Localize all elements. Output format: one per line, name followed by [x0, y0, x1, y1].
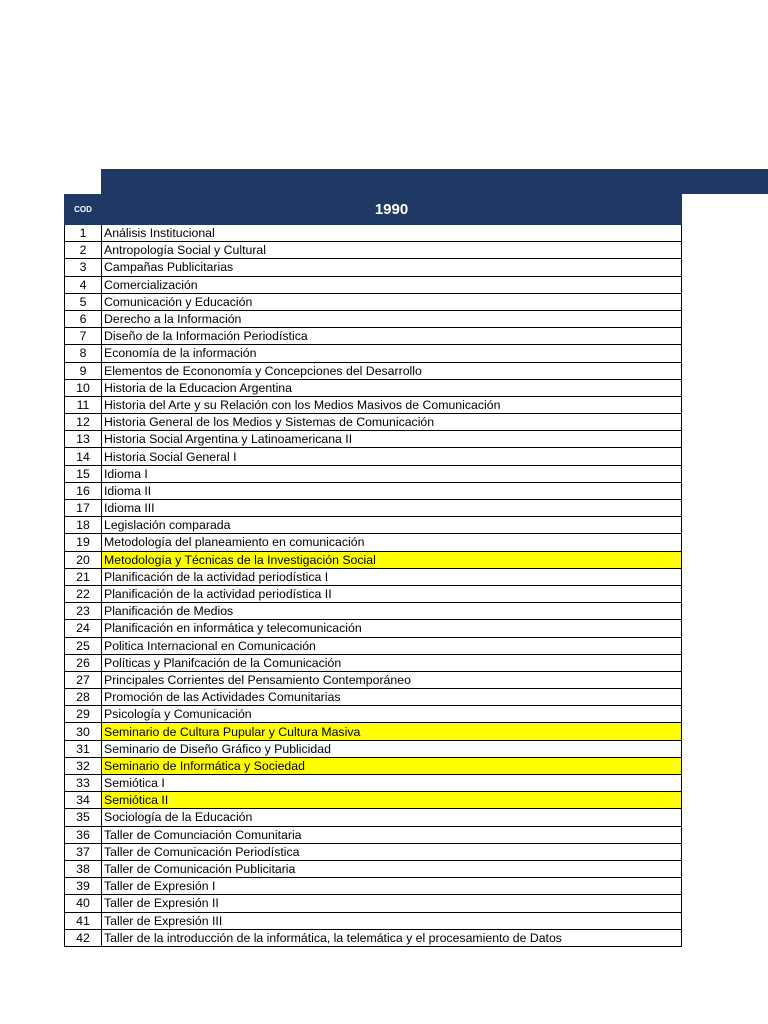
table-row[interactable]: [65, 603, 682, 620]
cod-cell[interactable]: 9: [65, 362, 102, 379]
subject-name-cell[interactable]: Legislación comparada: [102, 517, 682, 534]
cod-cell[interactable]: 16: [65, 482, 102, 499]
header-band: [101, 169, 768, 194]
table-row[interactable]: [65, 878, 682, 895]
table-row[interactable]: [65, 517, 682, 534]
table-row[interactable]: [65, 482, 682, 499]
year-column-header[interactable]: 1990: [102, 195, 682, 225]
cod-column-header[interactable]: COD: [65, 195, 102, 225]
subject-name-cell[interactable]: Planificación de la actividad periodística II: [102, 585, 682, 602]
subject-name-cell[interactable]: Psicología y Comunicación: [102, 706, 682, 723]
cod-cell[interactable]: 23: [65, 603, 102, 620]
cod-cell[interactable]: 6: [65, 310, 102, 327]
subject-name-cell[interactable]: Historia Social General I: [102, 448, 682, 465]
cod-cell[interactable]: 30: [65, 723, 102, 740]
cod-cell[interactable]: 11: [65, 396, 102, 413]
cod-cell[interactable]: 34: [65, 792, 102, 809]
subject-name-cell[interactable]: Seminario de Informática y Sociedad: [102, 757, 682, 774]
cod-cell[interactable]: 18: [65, 517, 102, 534]
table-row[interactable]: [65, 534, 682, 551]
subject-name-cell[interactable]: Antropología Social y Cultural: [102, 242, 682, 259]
table-row[interactable]: [65, 276, 682, 293]
table-row[interactable]: [65, 585, 682, 602]
table-row[interactable]: [65, 293, 682, 310]
subject-name-cell[interactable]: Economía de la información: [102, 345, 682, 362]
subject-name-cell[interactable]: Análisis Institucional: [102, 225, 682, 242]
table-body: [65, 225, 682, 947]
cod-cell[interactable]: 31: [65, 740, 102, 757]
table-row[interactable]: [65, 706, 682, 723]
subject-name-cell[interactable]: Sociología de la Educación: [102, 809, 682, 826]
table-row[interactable]: [65, 431, 682, 448]
table-row[interactable]: [65, 448, 682, 465]
cod-cell[interactable]: 24: [65, 620, 102, 637]
subject-name-cell[interactable]: Planificación de Medios: [102, 603, 682, 620]
cod-cell[interactable]: 40: [65, 895, 102, 912]
cod-cell[interactable]: 12: [65, 414, 102, 431]
cod-cell[interactable]: 33: [65, 775, 102, 792]
cod-cell[interactable]: 28: [65, 689, 102, 706]
table-row[interactable]: [65, 723, 682, 740]
table-row[interactable]: [65, 689, 682, 706]
subject-name-cell[interactable]: Políticas y Planifcación de la Comunicación: [102, 654, 682, 671]
subject-name-cell[interactable]: Idioma III: [102, 500, 682, 517]
table-row[interactable]: [65, 328, 682, 345]
table-row[interactable]: [65, 740, 682, 757]
table-row[interactable]: [65, 379, 682, 396]
cod-cell[interactable]: 25: [65, 637, 102, 654]
subject-name-cell[interactable]: Taller de la introducción de la informática, la telemática y el procesamiento de Datos: [102, 929, 682, 946]
cod-cell[interactable]: 14: [65, 448, 102, 465]
subject-name-cell[interactable]: Historia del Arte y su Relación con los Medios Masivos de Comunicación: [102, 396, 682, 413]
subject-name-cell[interactable]: Idioma I: [102, 465, 682, 482]
subject-name-cell[interactable]: Comercialización: [102, 276, 682, 293]
table-row[interactable]: [65, 654, 682, 671]
subject-name-cell[interactable]: Comunicación y Educación: [102, 293, 682, 310]
cod-cell[interactable]: 22: [65, 585, 102, 602]
cod-cell[interactable]: 37: [65, 843, 102, 860]
table-row[interactable]: [65, 225, 682, 242]
cod-cell[interactable]: 20: [65, 551, 102, 568]
subject-name-cell[interactable]: Campañas Publicitarias: [102, 259, 682, 276]
table-row[interactable]: [65, 929, 682, 946]
subject-name-cell[interactable]: Historia de la Educacion Argentina: [102, 379, 682, 396]
cod-cell[interactable]: 3: [65, 259, 102, 276]
table-row[interactable]: [65, 465, 682, 482]
table-row[interactable]: [65, 671, 682, 688]
subject-name-cell[interactable]: Planificación en informática y telecomunicación: [102, 620, 682, 637]
subject-name-cell[interactable]: Semiótica I: [102, 775, 682, 792]
cod-cell[interactable]: 38: [65, 860, 102, 877]
subject-name-cell[interactable]: Taller de Comunicación Periodística: [102, 843, 682, 860]
table-row[interactable]: [65, 775, 682, 792]
cod-cell[interactable]: 17: [65, 500, 102, 517]
subject-name-cell[interactable]: Diseño de la Información Periodística: [102, 328, 682, 345]
table-row[interactable]: [65, 809, 682, 826]
cod-cell[interactable]: 32: [65, 757, 102, 774]
cod-cell[interactable]: 8: [65, 345, 102, 362]
table-row[interactable]: [65, 551, 682, 568]
subject-name-cell[interactable]: Elementos de Econonomía y Concepciones del Desarrollo: [102, 362, 682, 379]
table-row[interactable]: [65, 826, 682, 843]
cod-cell[interactable]: 7: [65, 328, 102, 345]
table-row[interactable]: [65, 568, 682, 585]
cod-cell[interactable]: 5: [65, 293, 102, 310]
table-header-row: [65, 195, 682, 225]
subject-name-cell[interactable]: Idioma II: [102, 482, 682, 499]
table-row[interactable]: [65, 414, 682, 431]
cod-cell[interactable]: 19: [65, 534, 102, 551]
table-row[interactable]: [65, 310, 682, 327]
table-row[interactable]: [65, 620, 682, 637]
subject-name-cell[interactable]: Taller de Comunicación Publicitaria: [102, 860, 682, 877]
subject-name-cell[interactable]: Seminario de Cultura Pupular y Cultura Masiva: [102, 723, 682, 740]
cod-cell[interactable]: 21: [65, 568, 102, 585]
subject-name-cell[interactable]: Planificación de la actividad periodística I: [102, 568, 682, 585]
table-row[interactable]: [65, 242, 682, 259]
table-row[interactable]: [65, 345, 682, 362]
table-row[interactable]: [65, 757, 682, 774]
subject-name-cell[interactable]: Taller de Expresión I: [102, 878, 682, 895]
subject-name-cell[interactable]: Seminario de Diseño Gráfico y Publicidad: [102, 740, 682, 757]
subject-name-cell[interactable]: Promoción de las Actividades Comunitarias: [102, 689, 682, 706]
cod-cell[interactable]: 42: [65, 929, 102, 946]
subject-name-cell[interactable]: Historia Social Argentina y Latinoamericana II: [102, 431, 682, 448]
subject-name-cell[interactable]: Taller de Comunciación Comunitaria: [102, 826, 682, 843]
cod-cell[interactable]: 15: [65, 465, 102, 482]
cod-cell[interactable]: 35: [65, 809, 102, 826]
cod-cell[interactable]: 13: [65, 431, 102, 448]
subject-name-cell[interactable]: Principales Corrientes del Pensamiento Contemporáneo: [102, 671, 682, 688]
subject-name-cell[interactable]: Semiótica II: [102, 792, 682, 809]
subject-name-cell[interactable]: Metodología del planeamiento en comunicación: [102, 534, 682, 551]
subject-name-cell[interactable]: Derecho a la Información: [102, 310, 682, 327]
subject-name-cell[interactable]: Taller de Expresión II: [102, 895, 682, 912]
table-row[interactable]: [65, 860, 682, 877]
cod-cell[interactable]: 26: [65, 654, 102, 671]
cod-cell[interactable]: 36: [65, 826, 102, 843]
table-row[interactable]: [65, 792, 682, 809]
cod-cell[interactable]: 41: [65, 912, 102, 929]
cod-cell[interactable]: 4: [65, 276, 102, 293]
table-row[interactable]: [65, 500, 682, 517]
cod-cell[interactable]: 27: [65, 671, 102, 688]
subject-name-cell[interactable]: Historia General de los Medios y Sistemas de Comunicación: [102, 414, 682, 431]
table-row[interactable]: [65, 362, 682, 379]
table-row[interactable]: [65, 396, 682, 413]
cod-cell[interactable]: 10: [65, 379, 102, 396]
cod-cell[interactable]: 2: [65, 242, 102, 259]
cod-cell[interactable]: 29: [65, 706, 102, 723]
subject-name-cell[interactable]: Taller de Expresión III: [102, 912, 682, 929]
table-row[interactable]: [65, 843, 682, 860]
subject-name-cell[interactable]: Politica Internacional en Comunicación: [102, 637, 682, 654]
subject-name-cell[interactable]: Metodología y Técnicas de la Investigación Social: [102, 551, 682, 568]
table-row[interactable]: [65, 637, 682, 654]
table-row[interactable]: [65, 259, 682, 276]
table-row[interactable]: [65, 912, 682, 929]
cod-cell[interactable]: 39: [65, 878, 102, 895]
cod-cell[interactable]: 1: [65, 225, 102, 242]
table-row[interactable]: [65, 895, 682, 912]
subjects-table: [64, 194, 682, 947]
